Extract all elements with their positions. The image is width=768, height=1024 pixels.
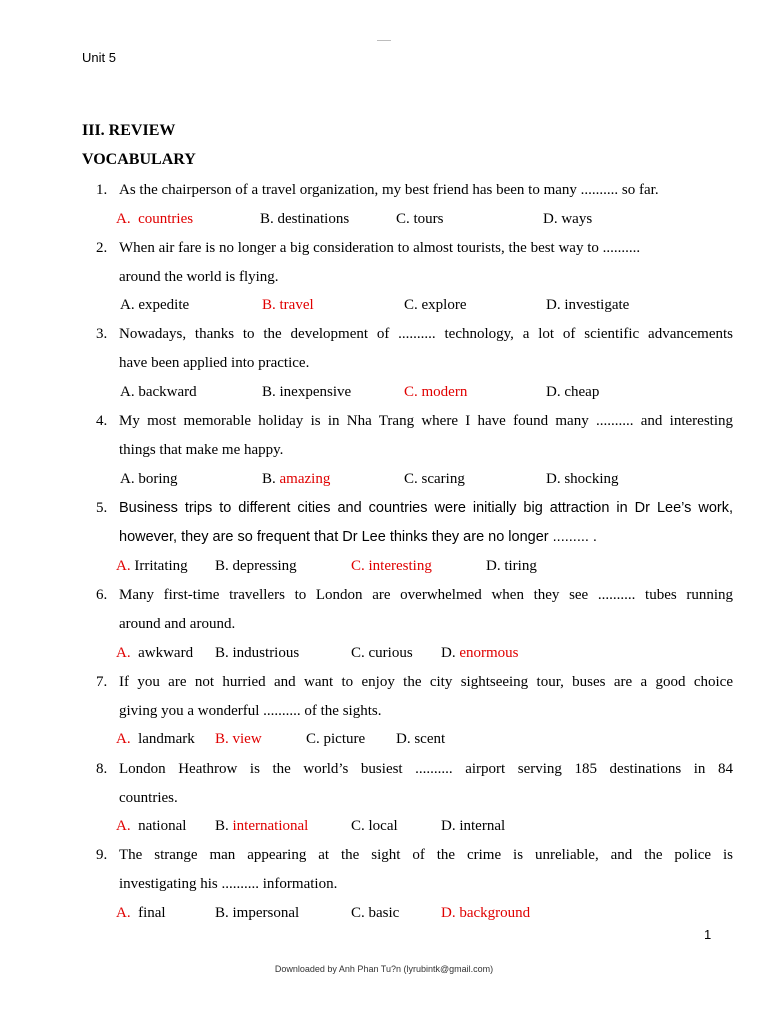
option-a [120, 295, 189, 315]
option-letter: D. [546, 471, 561, 487]
option-b [215, 556, 297, 576]
question-number: 7. [96, 674, 108, 690]
option-text: boring [138, 471, 178, 487]
option-text: countries [138, 211, 194, 227]
question-number: 8. [96, 761, 108, 777]
option-letter: A. [116, 818, 131, 834]
question-text: things that make me happy. [119, 442, 284, 458]
option-d [441, 816, 505, 836]
unit-label: Unit 5 [82, 50, 116, 65]
option-text: travel [279, 297, 314, 313]
option-text: backward [138, 384, 197, 400]
option-letter: B. [215, 818, 229, 834]
option-letter: B. [262, 471, 276, 487]
option-text: final [138, 905, 166, 921]
option-letter: D. [441, 905, 456, 921]
option-text: tiring [504, 558, 537, 574]
option-letter: C. [351, 645, 365, 661]
option-text: depressing [232, 558, 297, 574]
option-letter: A. [116, 905, 131, 921]
option-letter: D. [486, 558, 501, 574]
option-letter: A. [116, 645, 131, 661]
option-c [404, 382, 467, 402]
option-letter: B. [215, 558, 229, 574]
option-b [215, 903, 299, 923]
option-text: internal [459, 818, 506, 834]
option-text: enormous [459, 645, 519, 661]
option-text: explore [421, 297, 467, 313]
option-d [486, 556, 537, 576]
option-b [215, 729, 262, 749]
option-text: expedite [138, 297, 190, 313]
option-letter: C. [404, 297, 418, 313]
option-letter: A. [116, 558, 131, 574]
option-letter: D. [546, 384, 561, 400]
option-text: cheap [564, 384, 600, 400]
option-d [546, 382, 599, 402]
option-text: ways [561, 211, 593, 227]
option-letter: C. [306, 731, 320, 747]
option-letter: D. [543, 211, 558, 227]
section-title: III. REVIEW [82, 122, 176, 139]
option-letter: A. [120, 297, 135, 313]
page-number: 1 [704, 927, 712, 942]
option-letter: C. [404, 384, 418, 400]
option-text: investigate [564, 297, 630, 313]
question-number: 3. [96, 326, 108, 342]
option-text: picture [323, 731, 366, 747]
option-c [351, 903, 399, 923]
option-a [120, 382, 197, 402]
option-text: basic [368, 905, 400, 921]
option-text: scaring [421, 471, 465, 487]
option-c [351, 556, 432, 576]
option-text: scent [414, 731, 446, 747]
question-text: When air fare is no longer a big consideration to almost tourists, the best way to .......... [119, 240, 641, 256]
question-text: My most memorable holiday is in Nha Trang where I have found many .......... and interesting [119, 413, 733, 429]
option-letter: D. [441, 645, 456, 661]
option-text: inexpensive [279, 384, 352, 400]
option-c [404, 295, 467, 315]
question-text: Nowadays, thanks to the development of .......... technology, a lot of scientific advancements [119, 326, 733, 342]
option-text: awkward [138, 645, 194, 661]
option-text: amazing [279, 471, 331, 487]
option-letter: A. [116, 211, 131, 227]
option-text: shocking [564, 471, 619, 487]
header-mark [377, 40, 391, 41]
option-letter: D. [441, 818, 456, 834]
option-d [441, 643, 519, 663]
option-letter: C. [351, 558, 365, 574]
option-letter: C. [351, 818, 365, 834]
option-letter: B. [215, 645, 229, 661]
option-letter: C. [396, 211, 410, 227]
option-b [262, 295, 314, 315]
option-b [260, 209, 349, 229]
option-a [116, 903, 166, 923]
option-text: Irritating [134, 558, 188, 574]
option-d [441, 903, 530, 923]
option-letter: D. [546, 297, 561, 313]
option-letter: A. [116, 731, 131, 747]
question-number: 4. [96, 413, 108, 429]
option-b [262, 469, 330, 489]
question-text: London Heathrow is the world’s busiest .......... airport serving 185 destinations in 84 [119, 761, 733, 777]
option-letter: B. [262, 384, 276, 400]
question-text: around the world is flying. [119, 269, 279, 285]
question-number: 2. [96, 240, 108, 256]
option-text: industrious [232, 645, 300, 661]
option-c [351, 643, 413, 663]
option-c [351, 816, 398, 836]
option-a [120, 469, 178, 489]
option-b [215, 643, 299, 663]
question-text: around and around. [119, 616, 236, 632]
option-a [116, 816, 186, 836]
option-text: landmark [138, 731, 195, 747]
option-text: modern [421, 384, 468, 400]
option-text: background [459, 905, 531, 921]
question-text: giving you a wonderful .......... of the sights. [119, 703, 382, 719]
option-text: interesting [368, 558, 432, 574]
option-text: curious [368, 645, 413, 661]
option-text: tours [413, 211, 444, 227]
option-d [543, 209, 592, 229]
question-text: The strange man appearing at the sight of the crime is unreliable, and the police is [119, 847, 733, 863]
question-number: 9. [96, 847, 108, 863]
question-number: 6. [96, 587, 108, 603]
option-text: view [232, 731, 262, 747]
option-a [116, 729, 195, 749]
question-text: Many first-time travellers to London are overwhelmed when they see .......... tubes running [119, 587, 733, 603]
option-a [116, 643, 193, 663]
question-text: As the chairperson of a travel organization, my best friend has been to many .......... so far. [119, 182, 659, 198]
option-letter: C. [404, 471, 418, 487]
option-b [262, 382, 351, 402]
question-text: investigating his .......... information. [119, 876, 338, 892]
option-a [116, 556, 188, 576]
option-letter: A. [120, 384, 135, 400]
option-c [306, 729, 365, 749]
option-letter: D. [396, 731, 411, 747]
option-text: national [138, 818, 187, 834]
question-text: however, they are so frequent that Dr Lee thinks they are no longer ......... . [119, 529, 597, 545]
option-a [116, 209, 193, 229]
option-letter: B. [215, 905, 229, 921]
question-text: Business trips to different cities and countries were initially big attraction in Dr Lee’s work, [119, 500, 733, 516]
question-number: 1. [96, 182, 108, 198]
option-c [396, 209, 444, 229]
question-text: countries. [119, 790, 178, 806]
option-text: impersonal [232, 905, 300, 921]
option-text: destinations [277, 211, 350, 227]
option-letter: C. [351, 905, 365, 921]
download-footer: Downloaded by Anh Phan Tu?n (lyrubintk@gmail.com) [274, 964, 494, 974]
option-d [546, 469, 619, 489]
option-c [404, 469, 465, 489]
question-text: If you are not hurried and want to enjoy the city sightseeing tour, buses are a good choice [119, 674, 733, 690]
question-number: 5. [96, 500, 108, 516]
option-d [546, 295, 629, 315]
option-text: international [232, 818, 309, 834]
subsection-title: VOCABULARY [82, 151, 196, 168]
question-text: have been applied into practice. [119, 355, 310, 371]
option-d [396, 729, 445, 749]
option-letter: A. [120, 471, 135, 487]
option-b [215, 816, 308, 836]
option-text: local [368, 818, 398, 834]
option-letter: B. [215, 731, 229, 747]
option-letter: B. [262, 297, 276, 313]
option-letter: B. [260, 211, 274, 227]
